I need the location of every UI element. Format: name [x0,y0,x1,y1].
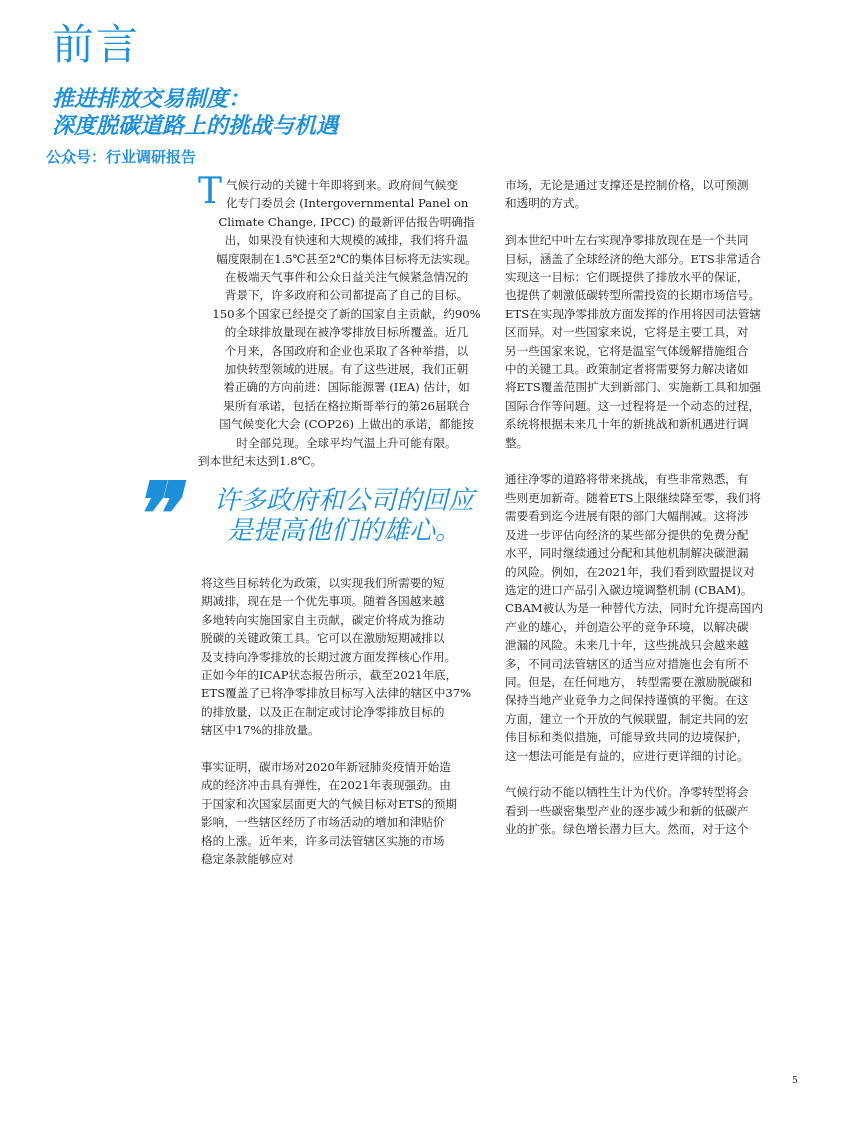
text-line: 辖区中17%的排放量。 [201,723,320,738]
text-line: 在极端天气事件和公众日益关注气候紧急情况的 [224,270,469,285]
text-line: 气候行动不能以牺牲生计为代价。净零转型将会 [505,785,749,800]
text-line: 及进一步评估向经济的某些部分提供的免费分配 [505,527,749,542]
text-line: 事实证明，碳市场对2020年新冠肺炎疫情开始造 [201,760,451,775]
text-line: 稳定条款能够应对 [201,852,294,867]
text-line: 出，如果没有快速和大规模的减排，我们将升温 [224,233,469,248]
text-line: 产业的雄心，并创造公平的竞争环境，以解决碳 [505,619,749,634]
text-line: 脱碳的关键政策工具。它可以在激励短期减排以 [201,631,445,646]
text-line: 看到一些碳密集型产业的逐步减少和新的低碳产 [505,803,749,818]
text-line: 中的关键工具。政策制定者将需要努力解决诸如 [505,362,749,377]
right-column [505,176,801,839]
text-line: 及支持向净零排放的长期过渡方面发挥核心作用。 [201,649,457,664]
text-line: 系统将根据未来几十年的新挑战和新机遇进行调 [505,417,749,432]
text-line: 同。但是，在任何地方， 转型需要在激励脱碳和 [505,674,753,689]
text-line: 幅度限制在1.5℃甚至2℃的集体目标将无法实现。 [216,251,477,266]
paragraph [505,231,801,452]
paragraph [505,783,801,838]
text-line: 选定的进口产品引入碳边境调整机制 (CBAM)。 [505,582,753,597]
text-line: 些则更加新奇。随着ETS上限继续降至零，我们将 [505,490,762,505]
text-line: 气候行动的关键十年即将到来。政府间气候变 [226,178,458,192]
text-line: 背景下，许多政府和公司都提高了自己的目标。 [224,288,469,303]
paragraph [201,758,496,868]
text-line: 整。 [505,435,529,450]
text-line: 加快转型领域的进展。有了这些进展，我们正朝 [224,362,469,377]
text-line: 另一些国家来说，它将是温室气体缓解措施组合 [505,343,749,358]
text-line: 150多个国家已经提交了新的国家自主贡献，约90% [212,306,481,321]
text-line: 正如今年的ICAP状态报告所示，截至2021年底， [201,668,458,683]
text-line: 将这些目标转化为政策，以实现我们所需要的短 [201,576,445,590]
text-line: 这一想法可能是有益的，应进行更详细的讨论。 [505,748,749,763]
text-line: Climate Change, IPCC) 的最新评估报告明确指 [218,214,475,229]
paragraph [505,176,801,213]
text-line: 的全球排放量现在被净零排放目标所覆盖。近几 [224,325,469,340]
pull-quote-line-1: 许多政府和公司的回应 [213,486,474,516]
text-line: 区而异。对一些国家来说，它将是主要工具，对 [505,325,749,340]
quote-mark-icon: ❞ [130,464,177,565]
pull-quote [130,464,500,565]
text-line: 期减排，现在是一个优先事项。随着各国越来越 [201,594,445,609]
text-line: 成的经济冲击具有弹性，在2021年表现强劲。由 [201,778,451,793]
text-line: 保持当地产业竞争力之间保持谨慎的平衡。在这 [505,693,749,708]
text-line: 泄漏的风险。未来几十年，这些挑战只会越来越 [505,638,749,653]
text-line: 多，不同司法管辖区的适当应对措施也会有所不 [505,656,749,671]
text-line: 于国家和次国家层面更大的气候目标对ETS的预期 [201,796,458,811]
text-line: 国际合作等问题。这一过程将是一个动态的过程， [505,398,761,413]
text-line: 通往净零的道路将带来挑战，有些非常熟悉，有 [505,472,749,487]
text-line: 的排放量，以及正在制定或讨论净零排放目标的 [201,704,445,719]
text-line: 影响，一些辖区经历了市场活动的增加和津贴价 [201,815,445,830]
page-number: 5 [792,1076,798,1086]
text-line: 也提供了刺激低碳转型所需投资的长期市场信号。 [505,288,761,303]
paragraph [505,470,801,765]
text-line: 将ETS覆盖范围扩大到新部门、实施新工具和加强 [505,380,762,395]
text-line: 个月来，各国政府和企业也采取了各种举措，以 [224,343,469,358]
text-line: 化专门委员会 (Intergovernmental Panel on [226,196,469,211]
page-title: 前言 [52,20,141,69]
intro-paragraph [198,171,495,471]
text-line: 业的扩张。绿色增长潜力巨大。然而，对于这个 [505,822,749,837]
subtitle-line-2: 深度脱碳道路上的挑战与机遇 [52,114,339,139]
text-line: 水平，同时继续通过分配和其他机制解决碳泄漏 [505,546,749,561]
paragraph [201,574,496,740]
text-line: 格的上涨。近年来，许多司法管辖区实施的市场 [201,833,445,848]
text-line: 方面，建立一个开放的气候联盟，制定共同的宏 [505,711,749,726]
source-label: 公众号：行业调研报告 [46,148,197,166]
subtitle-line-1: 推进排放交易制度： [52,87,251,112]
text-line: 伟目标和类似措施，可能导致共同的边境保护， [505,730,749,745]
text-line: CBAM被认为是一种替代方法，同时允许提高国内 [505,601,763,616]
text-line: 的风险。例如，在2021年，我们看到欧盟提议对 [505,564,755,579]
text-line: 需要看到迄今进展有限的部门大幅削减。这将涉 [505,509,749,524]
text-line: 和透明的方式。 [505,196,587,211]
text-line: 市场，无论是通过支撑还是控制价格，以可预测 [505,178,749,192]
text-line: 实现这一目标：它们既提供了排放水平的保证， [505,270,749,285]
subtitle [52,86,338,140]
text-line: 到本世纪末达到1.8℃。 [198,454,323,469]
drop-cap: T [198,171,223,212]
pull-quote-line-2: 是提高他们的雄心。 [226,516,461,546]
text-line: ETS覆盖了已将净零排放目标写入法律的辖区中37% [201,686,472,701]
text-line: 着正确的方向前进：国际能源署 (IEA) 估计，如 [223,380,470,395]
text-line: 时全部兑现。全球平均气温上升可能有限。 [236,435,457,450]
text-line: 目标，涵盖了全球经济的绝大部分。ETS非常适合 [505,251,762,266]
text-line: 到本世纪中叶左右实现净零排放现在是一个共同 [505,233,749,248]
text-line: 国气候变化大会 (COP26) 上做出的承诺，都能按 [219,417,474,432]
text-line: 果所有承诺，包括在格拉斯哥举行的第26届联合 [223,398,470,413]
left-column [201,574,496,868]
text-line: 多地转向实施国家自主贡献，碳定价将成为推动 [201,612,445,627]
text-line: ETS在实现净零排放方面发挥的作用将因司法管辖 [505,306,762,321]
pull-quote-text [184,486,504,546]
